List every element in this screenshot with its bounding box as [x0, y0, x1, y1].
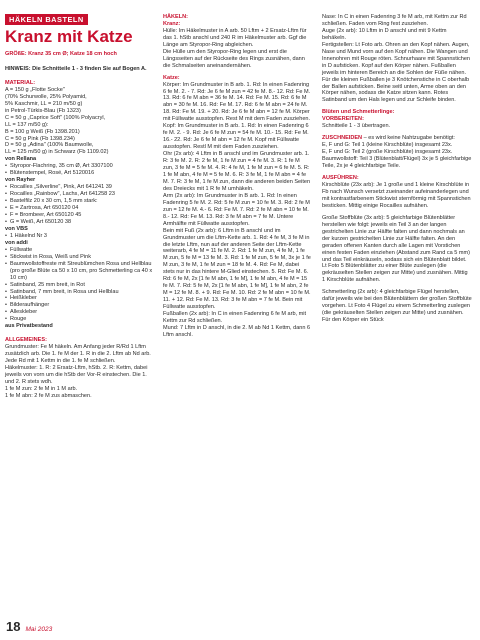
zuschneiden-text: Baumwollstoff: Teil 3 (Blütenblatt/Flügel) 3x je 5 gleichfarbige Teile, 2x je 4 gleichfarbige Teile. — [322, 156, 472, 170]
vorbereiten-text: Schnitteile 1 - 3 übertragen. — [322, 123, 391, 130]
column-2 — [163, 14, 311, 339]
material-line: C = 50 g „Caprice Soft" (100% Polyacryl, — [5, 114, 106, 121]
list-item: • Stickwist in Rosa, Weiß und Pink — [5, 254, 153, 261]
fussballen-text: Fußballen (2x arb): In C in einen Fadenring 6 fe M arb, mit Kettm zur Rd schließen. — [163, 311, 307, 324]
article-title: Kranz mit Katze — [5, 27, 133, 46]
vorbereiten-heading: VORBEREITEN: — [322, 116, 364, 123]
material-list-3 — [5, 233, 153, 240]
material-line: in Petrol-Türkis-Blau (Fb 1323) — [5, 107, 81, 114]
list-item: • Bastelfilz 20 x 30 cm, 1,5 mm stark: — [5, 198, 153, 205]
allgemein-text: 1 fe M abn: 2 fe M zus abmaschen. — [5, 392, 92, 399]
list-item: • G = Weiß, Art 650120 38 — [5, 219, 153, 226]
kranz-text: Hülle: Im Häkelmuster in A arb. 50 Lftm + 2 Ersatz-Lftm für das 1. hStb anschl und 240 R im Häkelmuster arb. Ggf die Länge am Styropor-Ring abgleichen. — [163, 27, 307, 48]
list-item: • 1 Häkelnd Nr 3 — [5, 233, 153, 240]
list-item: • Bilderaufhänger — [5, 302, 153, 309]
list-item: • Rocailles „Rainbow", Lachs, Art 641258 23 — [5, 191, 153, 198]
material-line: B = 100 g Weiß (Fb 1398.201) — [5, 128, 80, 135]
allgemein-text: Grundmuster: Fe M häkeln. Am Anfang jeder R/Rd 1 Lftm zusätzlich arb. Die 1. fe M der 1. R in die 2. Lftm ab Nd arb. Jede Rd mit 1 Kettm in die 1. fe M schließen. — [5, 344, 151, 365]
haekeln-heading: HÄKELN: — [163, 14, 188, 20]
allgemein-heading: ALLGEMEINES: — [5, 337, 47, 344]
mund-text: Mund: 7 Lftm in D anschl, in die 2. M ab Nd 1 Kettm, dann 6 Lftm anschl. — [163, 324, 311, 338]
list-item: • Blütenstempel, Rosé, Art 5120016 — [5, 170, 153, 177]
ausfuehren-heading: AUSFÜHREN: — [322, 175, 359, 182]
kranz-text: Die Hülle um den Styropor-Ring legen und erst die Längsseiten auf der Rückseite des Rings zusnähen, dann die Schmalseiten aneinandernähen. — [163, 48, 305, 69]
ohr-text: Ohr (2x arb): 4 Lftm in B anschl und im Grundmuster arb. 1. R: 3 fe M. 2. R: 2 fe M, 1 fe M zun = 4 fe M. 3. R: 1 fe M zun, 3 fe M = 5 fe M. 4. R: 4 fe M, 1 fe M zun = 6 fe M. 5. R: 1 fe M abn, 4 fe M = 5 fe M. 6. R: 3 fe M, 1 fe M abn = 4 fe M. 7. R: 3 fe M, 1 fe M zun, dann die anderen beiden Seiten des Dreiecks mit 1 R fe M umhäkeln. — [163, 151, 311, 192]
zuschneiden-heading: ZUSCHNEIDEN — [322, 135, 363, 142]
kranz-subheading: Kranz: — [163, 20, 181, 27]
kirschbluete-text: Kirschblüte (23x arb): Je 1 große und 1 kleine Kirschblüte in Fb nach Wunsch versetzt zueinander aufeinanderlegen und mit kontrastfarbenem Stickwist sternförmig mit Spannstichen besticken. Mittig einige Rocailles aufnähen. — [322, 181, 471, 209]
list-item: • E = Zartrosa, Art 650120 04 — [5, 205, 153, 212]
allgemein-section — [5, 337, 153, 400]
list-item: • F = Brombeer, Art 650120 45 — [5, 212, 153, 219]
hint-text: HINWEIS: Die Schnitteile 1 - 3 finden Sie auf Bogen A. — [5, 65, 147, 72]
magazine-issue: Mai 2023 — [25, 626, 53, 633]
material-supplier: von Rayher — [5, 177, 36, 184]
material-list-4 — [5, 247, 153, 323]
material-line: C = 50 g Pink (Fb 1398.234) — [5, 135, 75, 142]
list-item: • Rocailles „Silverline", Pink, Art 641241 39 — [5, 184, 153, 191]
material-line: LL = 125 m/50 g) in Schwarz (Fb 1109.02) — [5, 149, 109, 156]
page-number: 18 — [6, 619, 21, 634]
material-list-2 — [5, 184, 153, 226]
list-item: • Styropor-Flachring, 35 cm Ø, Art 3307100 — [5, 163, 153, 170]
katze-subheading: Katze: — [163, 74, 180, 81]
allgemein-text: Häkelmuster: 1. R: 2 Ersatz-Lftm, hStb. 2. R: Kettm, dabei jeweils von vorn um die hStb der Vor-R einstechen. Die 1. und 2. R stets wdh. — [5, 365, 148, 385]
material-supplier: von Rellana — [5, 156, 37, 163]
auge-text: Auge (2x arb): 10 Lftm in D anschl und mit 9 Kettm behäkeln. — [322, 27, 447, 41]
arm-text: Arm (2x arb): Im Grundmuster in B arb. 1. Rd: In einen Fadenring 5 fe M. 2. Rd: 5 fe M zun = 10 fe M. 3. Rd: 2 fe M zun = 12 fe M. 4.- 6. Rd: Fe M. 7. Rd: 2 fe M abn = 10 fe M. 8.- 12. Rd: Fe M. 13. Rd: 3 fe M abn = 7 fe M. Untere Armhälfte mit Füllwatte ausstopfen. — [163, 192, 310, 227]
material-supplier: von VBS — [5, 225, 28, 232]
blueten-heading: Blüten und Schmetterlinge: — [322, 109, 395, 116]
allgemein-text: 1 fe M zun: 2 fe M in 1 M arb. — [5, 385, 78, 392]
list-item: • Füllwatte — [5, 247, 153, 254]
koerper-text: Körper: Im Grundmuster in B arb. 1. Rd: In einen Fadenring 6 fe M. 2. - 7. Rd: Je 6 fe M zun = 42 fe M. 8.- 12. Rd: Fe M. 13. Rd: 6 fe M abn = 36 fe M. 14. Rd: Fe M. 15. Rd: 6 fe M abn = 30 fe M. 16. Rd: Fe M. 17. Rd: 6 fe M abn = 24 fe M. 18. Rd: Fe M. 19. + 20. Rd: Je 6 fe M abn = 12 fe M. Körper mit Füllwatte ausstopfen. Rest M mit dem Faden zusziehen. — [163, 81, 311, 123]
material-line: A = 150 g „Flotte Socke" — [5, 86, 65, 93]
bein-text: Bein mit Fuß (2x arb): 6 Lftm in B anschl und im Grundmuster um die Lftm-Kette arb. 1. Rd: 4 fe M, 3 fe M in die letzte Lftm, nun auf der anderen Seite der Lftm-Kette weiterarb, 4 fe M = 11 fe M. 2. Rd: 1 fe M zun, 4 fe M, 1 fe M zun, 5 fe M = 13 fe M. 3. Rd: 1 fe M zun, 5 fe M, 3x je 1 fe M zun, 3 fe M, 1 fe M zun = 18 fe M. 4. Rd: Fe M, dabei stets nur in das hintere M-Glied einstechen. 5. Rd: Fe M. 6. Rd: 6 fe M, 2x [1 fe M abn, 1 fe M], 1 fe M abn, 4 fe M = 15 fe M. 7. Rd: 5 fe M, 2x [1 fe M abn, 1 fe M], 1 fe M abn, 2 fe M = 12 fe M. 8. + 9. Rd: Fe M. 10. Rd: 2 fe M abn = 10 fe M. 11. + 12. Rd: Fe M. 13. Rd: 3 fe M abn = 7 fe M. Bein mit Füllwatte ausstopfen. — [163, 227, 311, 311]
schmetterling-text: Schmetterling (2x arb): 4 gleichfarbige Flügel herstellen, dafür jeweils wie bei den Blütenblättern der großen Stoffblüte vorgehen. Lt Foto 4 Flügel zu einem Schmetterling zuslegen (die gekräuselten Stellen zeigen zur Mitte) und zusnähen. Für den Körper ein Stück — [322, 289, 472, 324]
material-line: LL = 137 m/50 g): — [5, 121, 49, 128]
material-line: 5% Kaschmir, LL = 210 m/50 g) — [5, 100, 83, 107]
fertigstellen-text: Fertigstellen: Lt Foto arb. Ohren an den Kopf nähen. Augen, Nase und Mund vorn auf den Kopf nähen. Die Wangen und Innenohren mit Rouge röten. Schnurhaare mit Spannstichen in D aufsticken. Kopf auf den Körper nähen. Fußballen jeweils im hinteren Bereich an die Sohlen der Füße nähen. Für die kleinen Fußballen je 3 Knötchenstiche in C oberhalb der Ballen aufsticken. Beine seitl unten, Arme oben an den Körper nähen, sodass die Katze sitzen kann. Rotes Satinband um den Hals legen und zur Schleife binden. — [322, 41, 471, 104]
material-line: D = 50 g „Adina" (100% Baumwolle, — [5, 142, 94, 149]
size-info: GRÖßE: Kranz 35 cm Ø; Katze 18 cm hoch — [5, 51, 117, 57]
column-3 — [322, 14, 472, 324]
zuschneiden-intro: – es wird keine Nahtzugabe benötigt: — [363, 135, 455, 142]
material-list-1 — [5, 163, 153, 177]
material-section — [5, 80, 153, 330]
list-item: • Satinband, 25 mm breit, in Rot — [5, 282, 153, 289]
list-item: • Rouge — [5, 316, 153, 323]
zuschneiden-text: E, F und G: Teil 1 (kleine Kirschblüte) insgesamt 23x. — [322, 142, 453, 149]
stoffbluete-text: Große Stoffblüte (3x arb): 5 gleichfarbige Blütenblätter herstellen wie folgt: jeweils ein Teil 3 an der langen gestrichelten Linie zur Hälfte falten und dann nochmals an der kurzen gestrichelten Linie zur Hälfte falten. An den geraden offenen Kanten durch alle Lagen mit Vorstichen einen festen Faden einziehen (Abstand zum Rand ca 5 mm) und das Teil einkräuseln, sodass sich ein Blütenblatt bildet. Lt Foto 5 Blütenblätter zu einer Blüte zuslegen (die gekräuselten Stellen zeigen zur Mitte) und zusnähen. Mittig 1 Kirschblüte aufnähen. — [322, 214, 471, 284]
list-item: • Heißkleber — [5, 295, 153, 302]
kopf-text: Kopf: Im Grundmuster in B arb. 1. Rd: In einen Fadenring 6 fe M. 2. - 9. Rd: Je 6 fe M zun = 54 fe M. 10.- 15. Rd: Fe M. 16.- 22. Rd: Je 6 fe M abn = 12 fe M. Kopf mit Füllwatte ausstopfen. Restl M mit dem Faden zusziehen. — [163, 123, 309, 151]
category-tag: HÄKELN BASTELN — [5, 14, 88, 25]
nase-text: Nase: In C in einen Fadenring 3 fe M arb, mit Kettm zur Rd schließen. Faden vom Ring fest zusziehen. — [322, 14, 467, 27]
page-footer — [6, 619, 52, 634]
list-item: • Alleskleber — [5, 309, 153, 316]
list-item: • Baumwollstoffreste mit Streublümchen Rosa und Hellblau (pro große Blüte ca 50 x 10 cm, pro Schmetterling ca 40 x 10 cm) — [5, 261, 153, 282]
material-supplier: aus Privatbestand — [5, 323, 53, 330]
material-heading: MATERIAL: — [5, 79, 36, 86]
material-line: (70% Schurwolle, 25% Polyamid, — [5, 93, 87, 100]
zuschneiden-text: E, F und G: Teil 2 (große Kirschblüte) insgesamt 23x. — [322, 149, 453, 156]
column-1 — [5, 14, 153, 400]
material-supplier: von addi — [5, 239, 28, 246]
list-item: • Satinband, 7 mm breit, in Rosa und Hellblau — [5, 289, 153, 296]
